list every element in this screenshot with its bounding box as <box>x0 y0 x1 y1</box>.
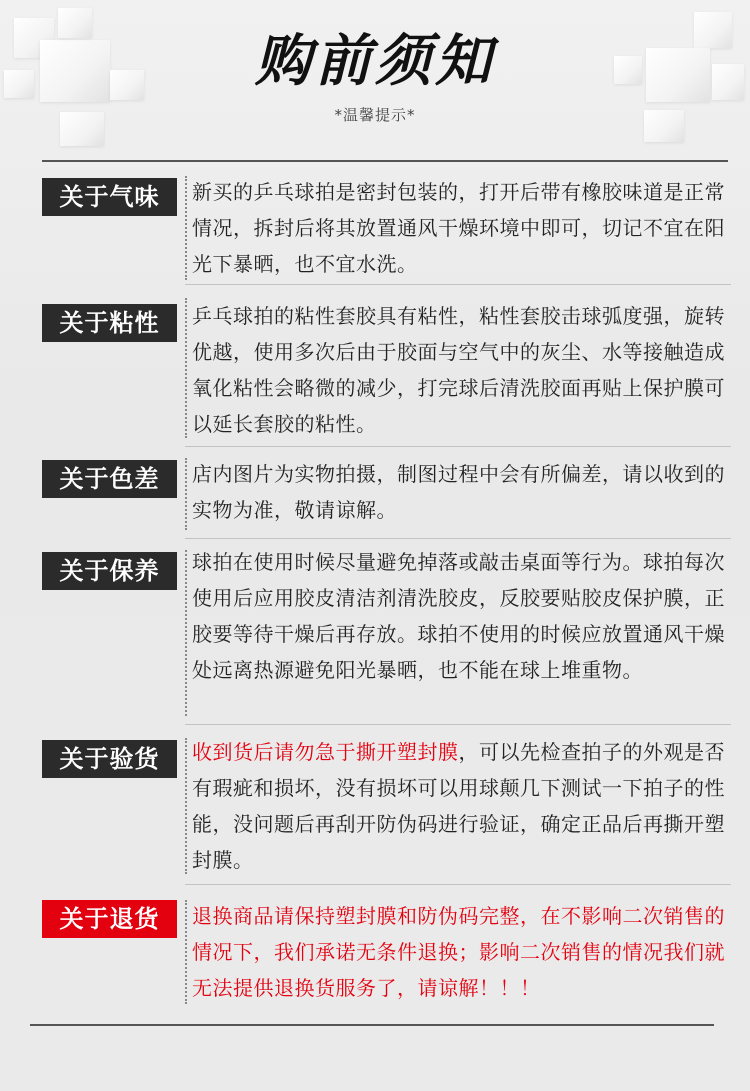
section-label: 关于保养 <box>42 552 177 590</box>
section-label: 关于退货 <box>42 900 177 938</box>
section-vertical-divider <box>185 176 187 280</box>
section-body-text: ，可以先检查拍子的外观是否有瑕疵和损坏，没有损坏可以用球颠几下测试一下拍子的性能，没问题后再刮开防伪码进行验证，确定正品后再撕开塑封膜。 <box>192 740 725 872</box>
section-body: 球拍在使用时候尽量避免掉落或敲击桌面等行为。球拍每次使用后应用胶皮清洁剂清洗胶皮，反胶要贴胶皮保护膜，正胶要等待干燥后再存放。球拍不使用的时候应放置通风干燥处远离热源避免阳光暴晒，也不能在球上堆重物。 <box>192 550 725 682</box>
section-body <box>192 734 727 878</box>
top-divider <box>42 160 728 162</box>
section-vertical-divider <box>185 738 187 874</box>
section-body: 店内图片为实物拍摄，制图过程中会有所偏差，请以收到的实物为准，敬请谅解。 <box>192 462 725 522</box>
section-vertical-divider <box>185 458 187 530</box>
section-vertical-divider <box>185 900 187 1004</box>
section-body: 乒乓球拍的粘性套胶具有粘性，粘性套胶击球弧度强，旋转优越，使用多次后由于胶面与空气中的灰尘、水等接触造成氧化粘性会略微的减少，打完球后清洗胶面再贴上保护膜可以延长套胶的粘性。 <box>192 304 725 436</box>
section-separator <box>185 724 731 725</box>
section-vertical-divider <box>185 550 187 716</box>
section-smell <box>42 176 732 286</box>
section-inspection <box>42 738 732 878</box>
section-maintenance <box>42 550 732 716</box>
page-subtitle: *温馨提示* <box>334 106 416 124</box>
page-title: 购前须知 <box>255 29 495 94</box>
section-label: 关于色差 <box>42 460 177 498</box>
section-returns <box>42 900 732 1006</box>
section-body: 新买的乒乓球拍是密封包装的，打开后带有橡胶味道是正常情况，拆封后将其放置通风干燥环境中即可，切记不宜在阳光下暴晒，也不宜水洗。 <box>192 180 725 276</box>
section-vertical-divider <box>185 298 187 438</box>
section-color-difference <box>42 458 732 530</box>
section-highlight-text: 收到货后请勿急于撕开塑封膜 <box>192 740 459 764</box>
section-tack <box>42 298 732 438</box>
section-label: 关于气味 <box>42 178 177 216</box>
section-separator <box>185 538 731 539</box>
section-separator <box>185 446 731 447</box>
section-label: 关于验货 <box>42 740 177 778</box>
section-separator <box>185 284 731 285</box>
section-separator <box>185 884 731 885</box>
section-label: 关于粘性 <box>42 304 177 342</box>
section-body: 退换商品请保持塑封膜和防伪码完整，在不影响二次销售的情况下，我们承诺无条件退换；影响二次销售的情况我们就无法提供退换货服务了，请谅解！！！ <box>192 904 725 1000</box>
bottom-divider <box>30 1024 714 1026</box>
